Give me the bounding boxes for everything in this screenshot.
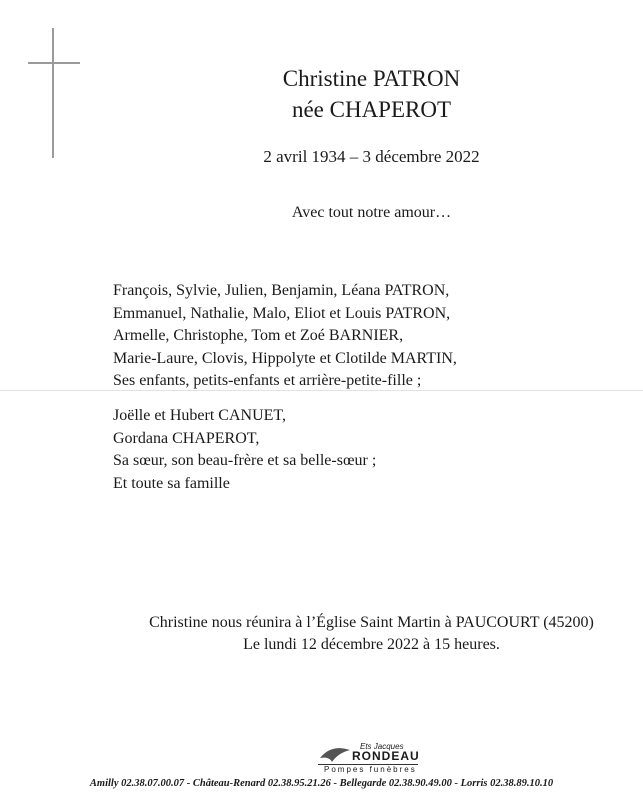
ceremony-date: Le lundi 12 décembre 2022 à 15 heures. [243, 636, 500, 653]
family-line: Ses enfants, petits-enfants et arrière-petite-fille ; [113, 372, 422, 389]
deceased-name: Christine PATRON [282, 66, 461, 91]
family-line: François, Sylvie, Julien, Benjamin, Léana PATRON, [113, 282, 450, 299]
family-line: Emmanuel, Nathalie, Malo, Eliot et Louis PATRON, [113, 304, 451, 322]
family-line: Armelle, Christophe, Tom et Zoé BARNIER, [113, 327, 404, 344]
logo-subtitle: Pompes funèbres [324, 765, 417, 774]
dove-icon [318, 744, 352, 764]
fold-line [0, 390, 643, 391]
contact-footer: Amilly 02.38.07.00.07 - Château-Renard 02.38.95.21.26 - Bellegarde 02.38.90.49.00 - Lorris 02.38.89.10.10 [89, 778, 554, 789]
maiden-name: née CHAPEROT [291, 97, 452, 122]
logo-small-text: Ets Jacques [360, 742, 404, 751]
family-line: Marie-Laure, Clovis, Hippolyte et Clotilde MARTIN, [113, 349, 457, 367]
ceremony-info [0, 612, 643, 656]
funeral-home-logo [318, 742, 418, 778]
family-line: Gordana CHAPEROT, [113, 429, 260, 447]
family-line: Sa sœur, son beau-frère et sa belle-sœur ; [113, 452, 377, 469]
dedication-line: Avec tout notre amour… [291, 204, 452, 221]
logo-brand: RONDEAU [352, 749, 420, 763]
family-line: Et toute sa famille [113, 474, 230, 492]
family-block-siblings [113, 405, 376, 495]
ceremony-place: Christine nous réunira à l’Église Saint Martin à PAUCOURT (45200) [149, 614, 594, 631]
life-dates: 2 avril 1934 – 3 décembre 2022 [263, 147, 480, 166]
family-line: Joëlle et Hubert CANUET, [113, 407, 286, 424]
family-block-children [113, 280, 457, 393]
